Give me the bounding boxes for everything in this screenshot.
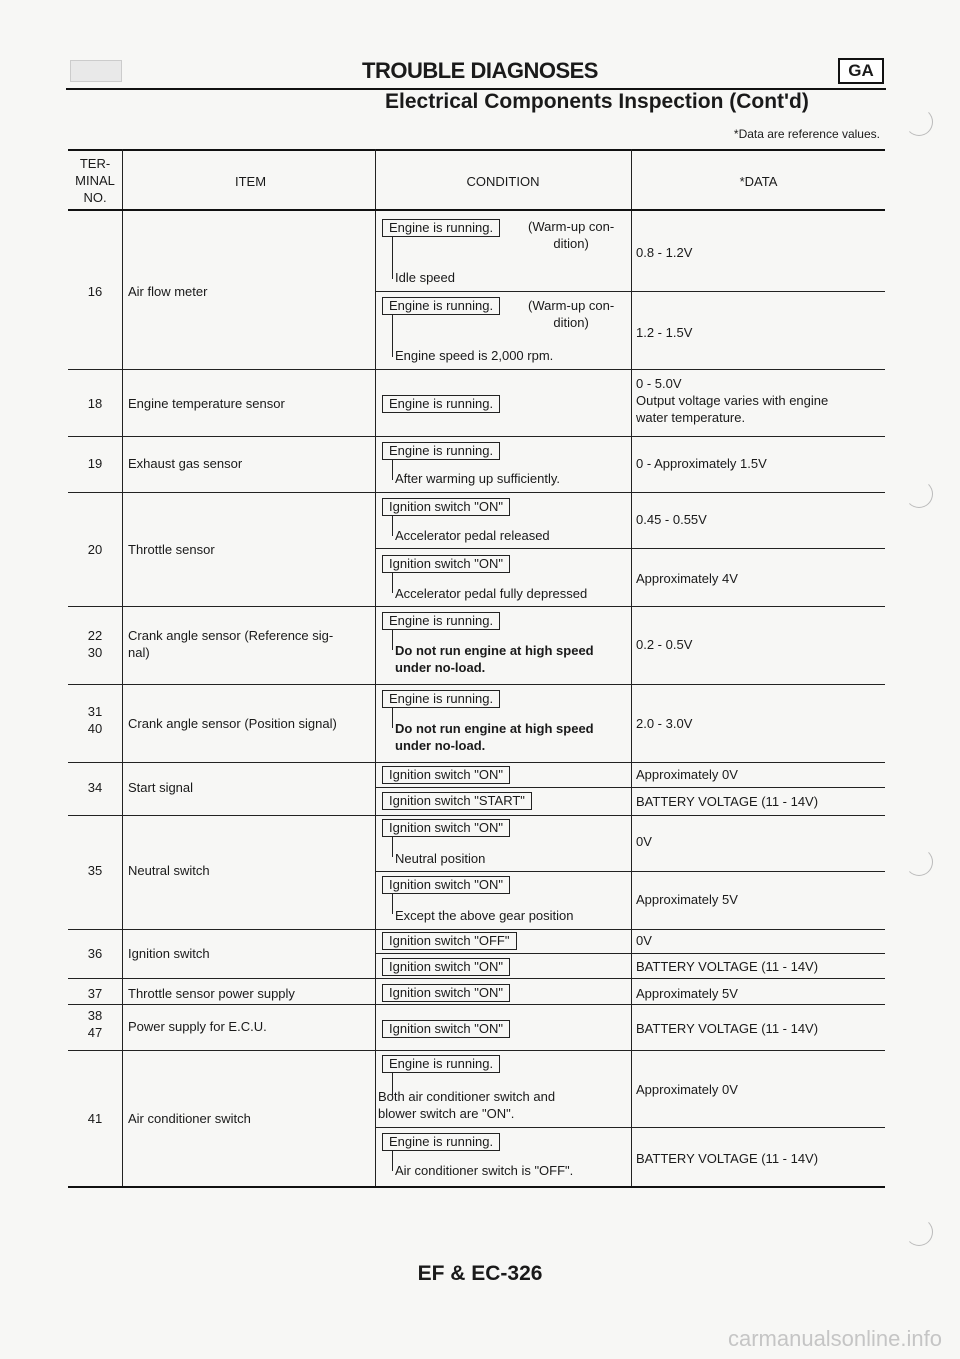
condition-box: Engine is running. [382,395,500,413]
condition-detail: Engine speed is 2,000 rpm. [395,348,554,363]
condition-leader [392,1151,393,1171]
data-value: 0V [636,933,652,948]
row-divider [68,369,885,370]
row-divider [68,436,885,437]
inspection-table [68,149,885,1189]
condition-box: Engine is running. [382,1055,500,1073]
condition-box: Engine is running. [382,297,500,315]
condition-leader [392,630,393,650]
item-name: Exhaust gas sensor [128,456,243,471]
row-divider [375,291,885,292]
condition-detail: After warming up sufficiently. [395,471,560,486]
terminal-no: 35 [87,863,103,878]
data-value: BATTERY VOLTAGE (11 - 14V) [636,1021,819,1036]
row-divider [68,1004,885,1005]
terminal-no: 31 40 [87,704,103,736]
table-top-rule [68,149,885,151]
row-divider [68,1050,885,1051]
condition-detail: Both air conditioner switch and blower switch are "ON". [378,1089,556,1121]
row-divider [68,492,885,493]
row-divider [375,953,885,954]
terminal-no: 18 [87,396,103,411]
terminal-no: 22 30 [87,628,103,660]
condition-note: (Warm-up con- dition) [528,298,615,330]
data-value: Approximately 4V [636,571,738,586]
table-bottom-rule [68,1186,885,1188]
condition-box: Ignition switch "ON" [382,958,510,976]
condition-box: Engine is running. [382,690,500,708]
condition-box: Engine is running. [382,1133,500,1151]
binder-hole-mark [905,1218,933,1246]
condition-box: Engine is running. [382,219,500,237]
row-divider [375,548,885,549]
condition-leader [392,460,393,480]
condition-box: Engine is running. [382,612,500,630]
condition-detail: Except the above gear position [395,908,574,923]
condition-leader [392,573,393,593]
item-name: Throttle sensor power supply [128,986,295,1001]
item-name: Start signal [128,780,194,795]
data-value: BATTERY VOLTAGE (11 - 14V) [636,959,819,974]
terminal-no: 20 [87,542,103,557]
data-value: 0 - 5.0V Output voltage varies with engine water temperature. [636,376,829,425]
data-value: 2.0 - 3.0V [636,716,693,731]
header-rule [68,209,885,211]
condition-box: Ignition switch "ON" [382,876,510,894]
condition-box: Ignition switch "ON" [382,984,510,1002]
data-value: Approximately 5V [636,892,738,907]
condition-leader [392,516,393,536]
header-item: ITEM [234,174,267,189]
row-divider [68,606,885,607]
condition-leader [392,708,393,728]
condition-box: Ignition switch "ON" [382,819,510,837]
condition-warning: Do not run engine at high speed under no-load. [395,721,594,753]
condition-warning: Do not run engine at high speed under no-load. [395,643,594,675]
condition-box: Ignition switch "ON" [382,555,510,573]
condition-leader [392,837,393,857]
data-value: 1.2 - 1.5V [636,325,693,340]
item-name: Crank angle sensor (Position signal) [128,716,337,731]
terminal-no: 37 [87,986,103,1001]
condition-box: Engine is running. [382,442,500,460]
binder-hole-mark [905,108,933,136]
data-value: BATTERY VOLTAGE (11 - 14V) [636,794,819,809]
header-condition: CONDITION [466,174,540,189]
row-divider [375,1127,885,1128]
item-name: Ignition switch [128,946,210,961]
col-divider [631,149,632,1187]
header-terminal: TER- MINAL NO. [75,156,115,205]
terminal-no: 36 [87,946,103,961]
data-value: BATTERY VOLTAGE (11 - 14V) [636,1151,819,1166]
data-value: Approximately 5V [636,986,738,1001]
binder-hole-mark [905,480,933,508]
item-name: Crank angle sensor (Reference sig- nal) [128,628,334,660]
condition-detail: Idle speed [395,270,455,285]
row-divider [68,978,885,979]
item-name: Air conditioner switch [128,1111,251,1126]
terminal-no: 19 [87,456,103,471]
condition-detail: Neutral position [395,851,486,866]
page-number: EF & EC-326 [417,1262,543,1285]
condition-box: Ignition switch "OFF" [382,932,517,950]
header-data: *DATA [739,174,778,189]
terminal-no: 41 [87,1111,103,1126]
item-name: Air flow meter [128,284,208,299]
item-name: Engine temperature sensor [128,396,285,411]
section-badge: GA [838,58,884,84]
terminal-no: 34 [87,780,103,795]
item-name: Neutral switch [128,863,210,878]
row-divider [68,762,885,763]
condition-leader [392,237,393,279]
condition-box: Ignition switch "ON" [382,1020,510,1038]
item-name: Throttle sensor [128,542,215,557]
condition-box: Ignition switch "START" [382,792,532,810]
condition-note: (Warm-up con- dition) [528,219,615,251]
page-subtitle: Electrical Components Inspection (Cont'd) [385,90,809,113]
condition-detail: Air conditioner switch is "OFF". [395,1163,574,1178]
row-divider [68,815,885,816]
data-value: 0.45 - 0.55V [636,512,707,527]
data-value: Approximately 0V [636,1082,738,1097]
reference-note: *Data are reference values. [733,127,880,141]
condition-detail: Accelerator pedal released [395,528,550,543]
col-divider [375,149,376,1187]
condition-box: Ignition switch "ON" [382,498,510,516]
watermark: carmanualsonline.info [727,1326,942,1351]
data-value: 0V [636,834,652,849]
page-header-title: TROUBLE DIAGNOSES [362,58,598,83]
terminal-no: 38 47 [87,1008,103,1040]
binder-hole-mark [905,848,933,876]
row-divider [375,871,885,872]
row-divider [68,929,885,930]
condition-leader [392,894,393,914]
condition-detail: Accelerator pedal fully depressed [395,586,588,601]
condition-leader [392,315,393,357]
data-value: Approximately 0V [636,767,738,782]
data-value: 0.8 - 1.2V [636,245,693,260]
row-divider [68,684,885,685]
item-name: Power supply for E.C.U. [128,1019,267,1034]
condition-box: Ignition switch "ON" [382,766,510,784]
row-divider [375,787,885,788]
data-value: 0.2 - 0.5V [636,637,693,652]
data-value: 0 - Approximately 1.5V [636,456,767,471]
terminal-no: 16 [87,284,103,299]
col-divider [122,149,123,1187]
